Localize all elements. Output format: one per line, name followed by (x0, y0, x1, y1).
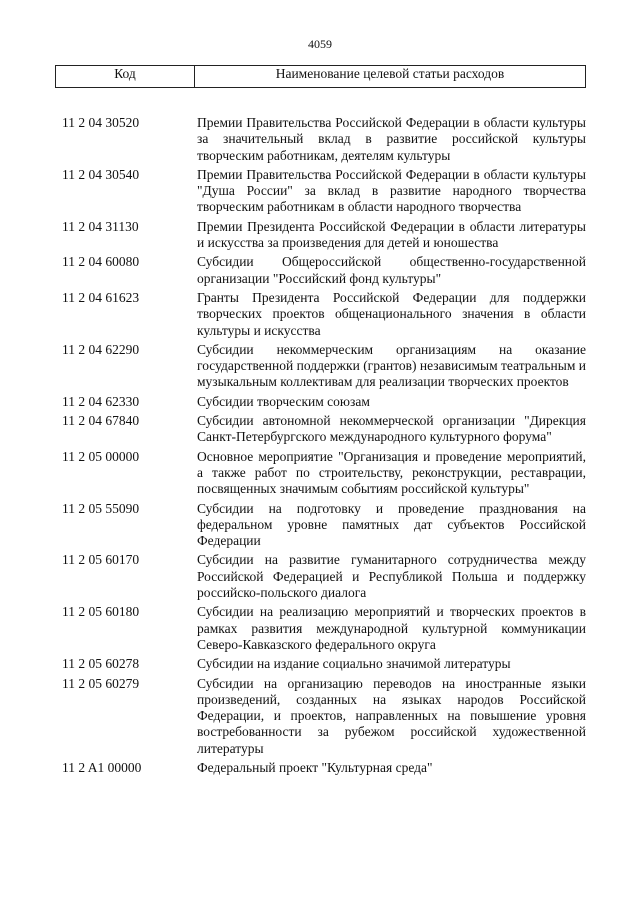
table-row (62, 552, 586, 601)
table-row (62, 115, 586, 164)
row-name: Субсидии Общероссийской общественно-государственной организации "Российский фонд культуры" (197, 254, 586, 286)
row-code: 11 2 04 31130 (62, 218, 139, 234)
row-name: Гранты Президента Российской Федерации для поддержки творческих проектов общенационального значения в области культуры и искусства (197, 289, 586, 338)
row-code: 11 2 05 60278 (62, 656, 140, 672)
table-row (62, 394, 586, 410)
column-header-code: Код (56, 66, 195, 87)
row-name: Субсидии на организацию переводов на иностранные языки произведений, созданных на языках народов Российской Федерации, и проектов, направленных на повышение уровня востребованности за рубежом российской художественной литературы (197, 675, 586, 756)
row-code: 11 2 04 60080 (62, 254, 140, 270)
row-code: 11 2 A1 00000 (62, 759, 142, 775)
table-row (62, 254, 586, 287)
table-row (62, 656, 586, 672)
row-name: Субсидии на развитие гуманитарного сотрудничества между Российской Федерацией и Республикой Польша и поддержку российско-польского диалога (197, 552, 586, 601)
row-name: Субсидии автономной некоммерческой организации "Дирекция Санкт-Петербургского международного культурного форума" (197, 413, 586, 445)
row-code: 11 2 04 61623 (62, 289, 140, 305)
table-row (62, 604, 586, 653)
row-name: Субсидии на подготовку и проведение празднования на федеральном уровне памятных дат субъектов Российской Федерации (197, 500, 586, 549)
row-code: 11 2 05 60279 (62, 675, 140, 691)
table-row (62, 413, 586, 446)
table-row (62, 760, 586, 776)
row-name: Премии Правительства Российской Федерации в области культуры за значительный вклад в развитие российской культуры творческим работникам, деятелям культуры (197, 115, 586, 163)
row-code: 11 2 04 62290 (62, 341, 140, 357)
table-row (62, 676, 586, 757)
table-row (62, 219, 586, 252)
budget-items-list (62, 115, 586, 779)
column-header-name: Наименование целевой статьи расходов (275, 66, 505, 81)
row-name: Субсидии на реализацию мероприятий и творческих проектов в рамках развития международной культурной коммуникации Северо-Кавказского федерального округа (197, 604, 586, 652)
row-name: Основное мероприятие "Организация и проведение мероприятий, а также работ по строительству, реконструкции, реставрации, посвященных значимым событиям российской культуры" (197, 448, 586, 497)
table-row (62, 290, 586, 339)
table-row (62, 449, 586, 498)
row-code: 11 2 05 60180 (62, 604, 140, 620)
row-code: 11 2 05 00000 (62, 448, 140, 464)
table-row (62, 167, 586, 216)
table-header (55, 65, 586, 88)
row-code: 11 2 05 55090 (62, 500, 140, 516)
row-name: Премии Правительства Российской Федерации в области культуры "Душа России" за вклад в развитие народного творчества творческим работникам в области народного творчества (197, 166, 586, 215)
row-name: Субсидии на издание социально значимой литературы (197, 656, 511, 672)
row-code: 11 2 05 60170 (62, 552, 140, 568)
row-code: 11 2 04 30540 (62, 166, 140, 182)
row-code: 11 2 04 30520 (62, 115, 140, 130)
table-row (62, 342, 586, 391)
page-number: 4059 (308, 37, 332, 51)
row-name: Субсидии некоммерческим организациям на оказание государственной поддержки (грантов) независимым театральным и музыкальным коллективам для реализации творческих проектов (197, 341, 586, 390)
row-name: Премии Президента Российской Федерации в области литературы и искусства за произведения для детей и юношества (197, 218, 586, 251)
row-code: 11 2 04 67840 (62, 413, 140, 429)
row-name: Федеральный проект "Культурная среда" (197, 759, 433, 775)
row-code: 11 2 04 62330 (62, 393, 140, 409)
table-row (62, 501, 586, 550)
row-name: Субсидии творческим союзам (197, 393, 370, 409)
